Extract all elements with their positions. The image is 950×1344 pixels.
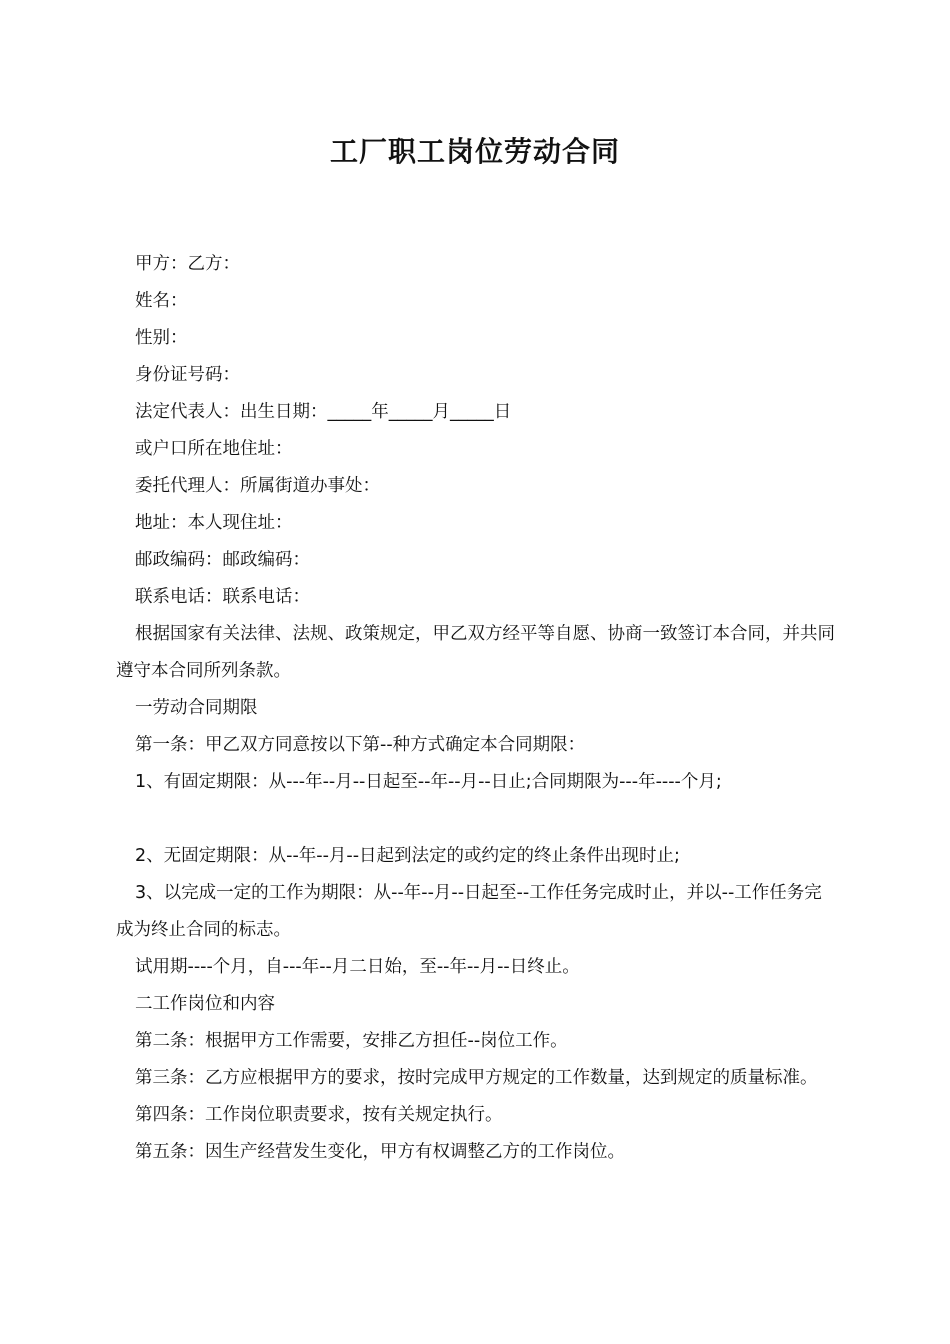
article-1-option-1: 1、有固定期限：从---年--月--日起至--年--月--日止;合同期限为---年----个月; <box>135 772 722 792</box>
article-1-option-2: 2、无固定期限：从--年--月--日起到法定的或约定的终止条件出现时止; <box>135 846 680 866</box>
section-heading-position: 二工作岗位和内容 <box>135 994 275 1014</box>
paragraph-address: 地址：本人现住址： <box>135 513 293 533</box>
paragraph-agent-subdistrict: 委托代理人：所属街道办事处： <box>135 476 380 496</box>
paragraph-gender: 性别： <box>135 328 188 348</box>
paragraph-postal-code: 邮政编码：邮政编码： <box>135 550 310 570</box>
paragraph-party-header: 甲方：乙方： <box>135 254 240 274</box>
article-2: 第二条：根据甲方工作需要，安排乙方担任--岗位工作。 <box>135 1031 568 1051</box>
document-title: 工厂职工岗位劳动合同 <box>329 135 620 168</box>
paragraph-preamble: 根据国家有关法律、法规、政策规定，甲乙双方经平等自愿、协商一致签订本合同，并共同遵守本合同所列条款。 <box>116 624 835 681</box>
article-1-option-3: 3、以完成一定的工作为期限：从--年--月--日起至--工作任务完成时止，并以--工作任务完成为终止合同的标志。 <box>116 883 822 940</box>
paragraph-household-address: 或户口所在地住址： <box>135 439 293 459</box>
paragraph-name: 姓名： <box>135 291 188 311</box>
article-1: 第一条：甲乙双方同意按以下第--种方式确定本合同期限： <box>135 735 586 755</box>
article-3: 第三条：乙方应根据甲方的要求，按时完成甲方规定的工作数量，达到规定的质量标准。 <box>135 1068 818 1088</box>
document-body <box>116 246 838 1171</box>
paragraph-legal-rep-birthdate: 法定代表人：出生日期：_____年_____月_____日 <box>135 402 512 422</box>
article-4: 第四条：工作岗位职责要求，按有关规定执行。 <box>135 1105 503 1125</box>
blank-line <box>116 801 838 838</box>
paragraph-probation: 试用期----个月，自---年--月二日始，至--年--月--日终止。 <box>135 957 580 977</box>
paragraph-id-number: 身份证号码： <box>135 365 240 385</box>
section-heading-term: 一劳动合同期限 <box>135 698 258 718</box>
paragraph-phone: 联系电话：联系电话： <box>135 587 310 607</box>
article-5: 第五条：因生产经营发生变化，甲方有权调整乙方的工作岗位。 <box>135 1142 625 1162</box>
